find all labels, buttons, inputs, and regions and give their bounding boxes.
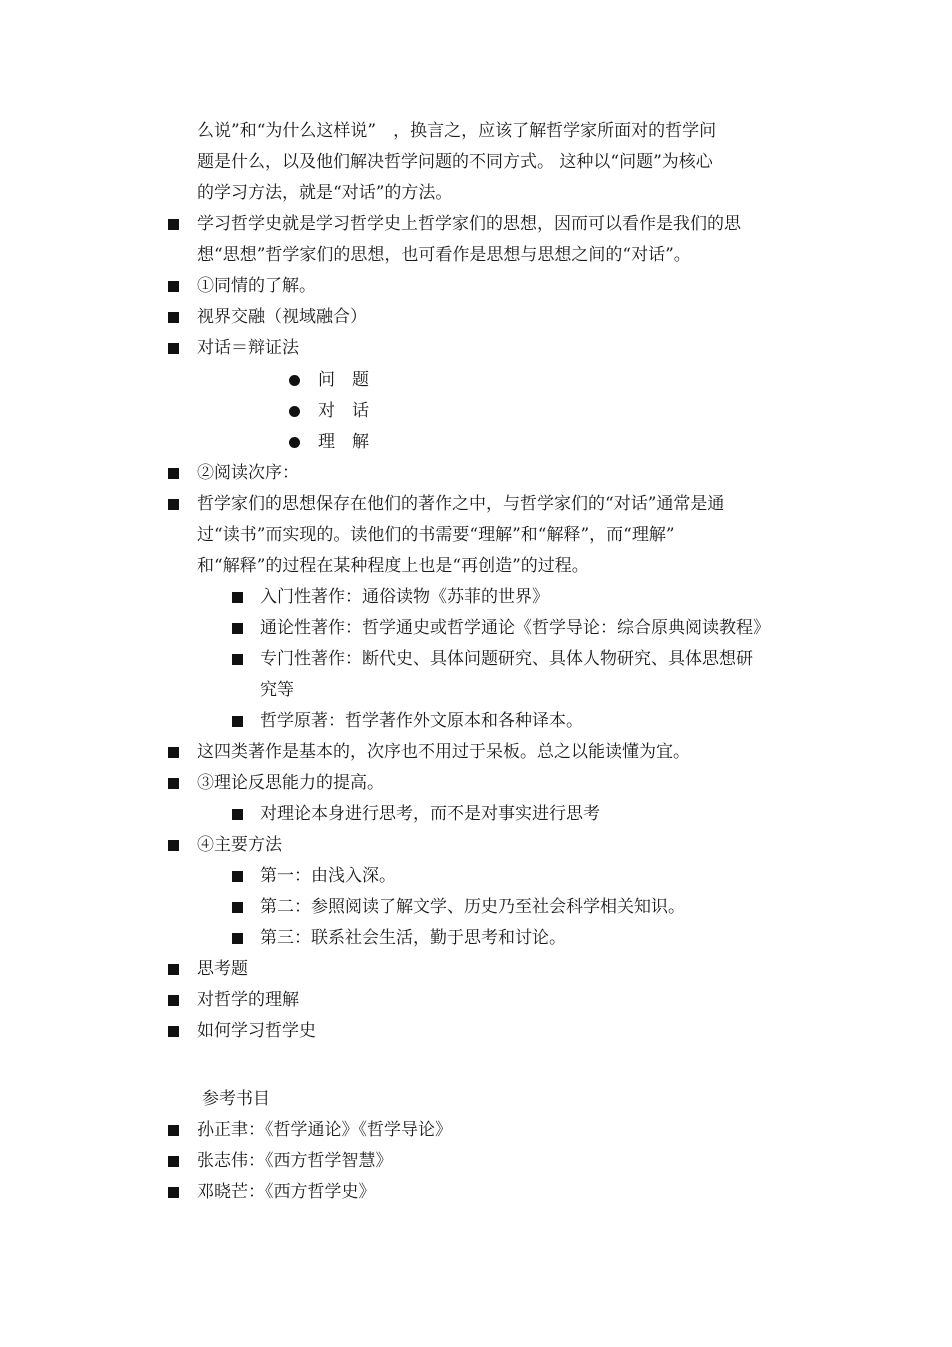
circle-bullet-icon	[289, 406, 300, 417]
square-bullet-icon	[168, 468, 179, 479]
book-type-originals: 哲学原著：哲学著作外文原本和各种译本。	[260, 711, 583, 731]
list-item-four-types: 这四类著作是基本的，次序也不用过于呆板。总之以能读懂为宜。	[197, 742, 690, 762]
dialectic-point-dialogue: 对 话	[318, 401, 369, 421]
square-bullet-icon	[168, 778, 179, 789]
square-bullet-icon	[168, 840, 179, 851]
references-title: 参考书目	[202, 1089, 270, 1109]
list-item-history-line-1: 学习哲学史就是学习哲学史上哲学家们的思想，因而可以看作是我们的思	[197, 214, 741, 234]
intro-line-2: 题是什么，以及他们解决哲学问题的不同方式。 这种以“问题”为核心	[197, 152, 713, 172]
square-bullet-icon	[168, 1026, 179, 1037]
method-third: 第三：联系社会生活，勤于思考和讨论。	[260, 928, 566, 948]
question-item-1: 思考题	[197, 959, 248, 979]
square-bullet-icon	[232, 933, 243, 944]
book-type-specialized-line-1: 专门性著作：断代史、具体问题研究、具体人物研究、具体思想研	[260, 649, 753, 669]
book-type-general: 通论性著作：哲学通史或哲学通论《哲学导论：综合原典阅读教程》	[260, 618, 770, 638]
list-item-methods: ④主要方法	[197, 835, 282, 855]
reference-item-3: 邓晓芒：《西方哲学史》	[197, 1182, 376, 1202]
square-bullet-icon	[232, 592, 243, 603]
square-bullet-icon	[232, 902, 243, 913]
intro-line-3: 的学习方法，就是“对话”的方法。	[197, 183, 453, 203]
square-bullet-icon	[168, 747, 179, 758]
square-bullet-icon	[168, 995, 179, 1006]
list-item-reading-desc-line-1: 哲学家们的思想保存在他们的著作之中，与哲学家们的“对话”通常是通	[197, 494, 725, 514]
theory-sub-item: 对理论本身进行思考，而不是对事实进行思考	[260, 804, 600, 824]
square-bullet-icon	[168, 1125, 179, 1136]
square-bullet-icon	[232, 716, 243, 727]
list-item-dialectic: 对话＝辩证法	[197, 338, 299, 358]
circle-bullet-icon	[289, 375, 300, 386]
list-item-sympathy: ①同情的了解。	[197, 276, 316, 296]
square-bullet-icon	[168, 343, 179, 354]
method-first: 第一：由浅入深。	[260, 866, 396, 886]
square-bullet-icon	[168, 1156, 179, 1167]
square-bullet-icon	[168, 1187, 179, 1198]
list-item-theory: ③理论反思能力的提高。	[197, 773, 384, 793]
square-bullet-icon	[168, 312, 179, 323]
reference-item-2: 张志伟：《西方哲学智慧》	[197, 1151, 393, 1171]
list-item-fusion: 视界交融（视域融合）	[197, 307, 367, 327]
method-second: 第二：参照阅读了解文学、历史乃至社会科学相关知识。	[260, 897, 685, 917]
square-bullet-icon	[168, 281, 179, 292]
list-item-reading-order: ②阅读次序：	[197, 463, 299, 483]
dialectic-point-understanding: 理 解	[318, 432, 369, 452]
square-bullet-icon	[168, 964, 179, 975]
reference-item-1: 孙正聿：《哲学通论》《哲学导论》	[197, 1120, 452, 1140]
list-item-history-line-2: 想“思想”哲学家们的思想，也可看作是思想与思想之间的“对话”。	[197, 245, 691, 265]
square-bullet-icon	[232, 623, 243, 634]
square-bullet-icon	[232, 871, 243, 882]
question-item-3: 如何学习哲学史	[197, 1021, 316, 1041]
book-type-introductory: 入门性著作：通俗读物《苏菲的世界》	[260, 587, 549, 607]
intro-line-1: 么说”和“为什么这样说” ，换言之，应该了解哲学家所面对的哲学问	[197, 121, 717, 141]
square-bullet-icon	[168, 499, 179, 510]
dialectic-point-question: 问 题	[318, 370, 369, 390]
circle-bullet-icon	[289, 437, 300, 448]
square-bullet-icon	[232, 654, 243, 665]
list-item-reading-desc-line-2: 过“读书”而实现的。读他们的书需要“理解”和“解释”，而“理解”	[197, 525, 675, 545]
list-item-reading-desc-line-3: 和“解释”的过程在某种程度上也是“再创造”的过程。	[197, 556, 589, 576]
square-bullet-icon	[168, 219, 179, 230]
question-item-2: 对哲学的理解	[197, 990, 299, 1010]
book-type-specialized-line-2: 究等	[260, 680, 294, 700]
square-bullet-icon	[232, 809, 243, 820]
